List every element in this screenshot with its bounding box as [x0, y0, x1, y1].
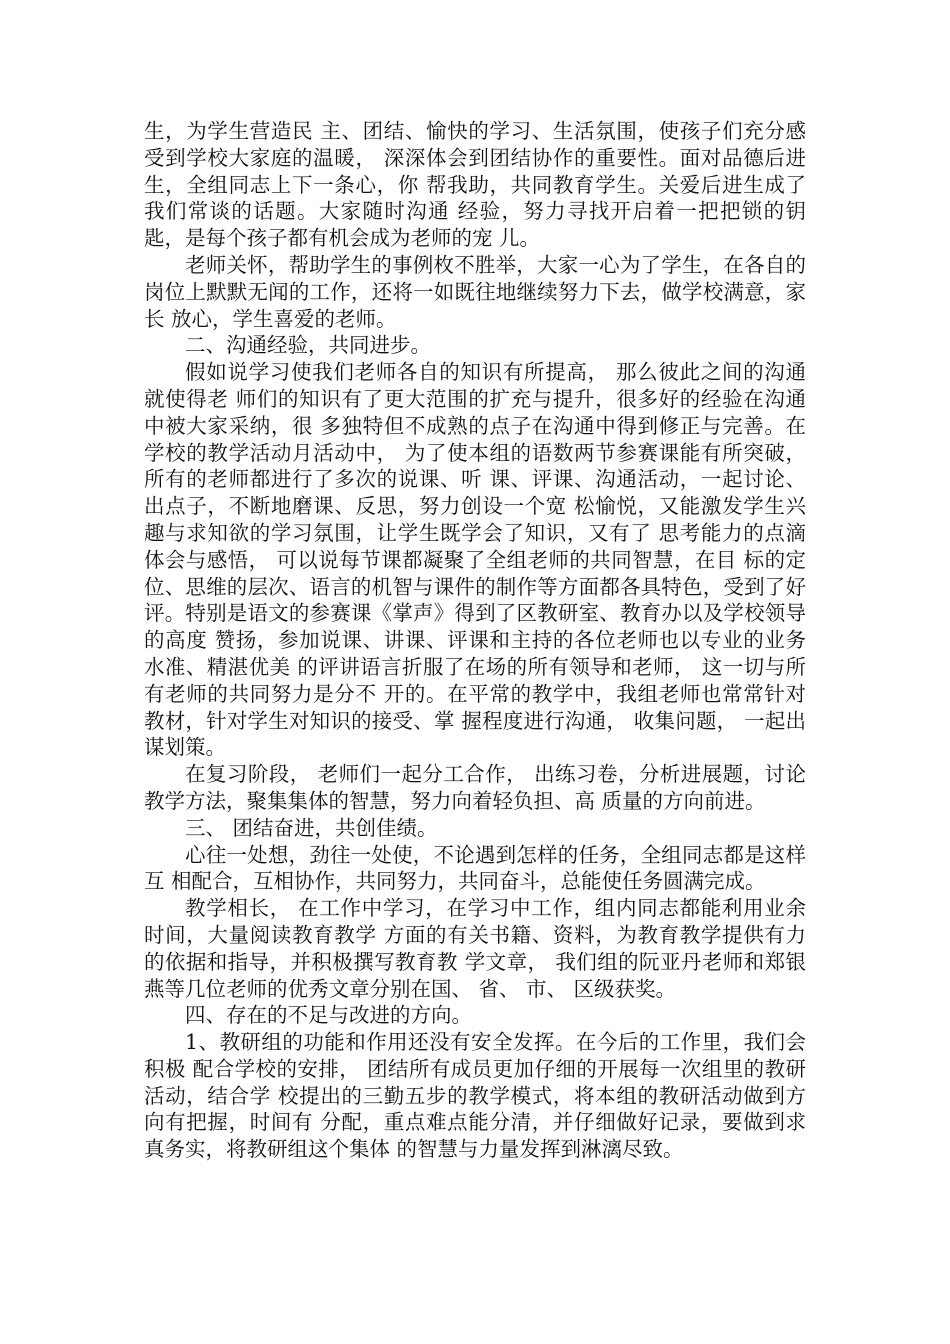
paragraph-6: 教学相长， 在工作中学习，在学习中工作，组内同志都能利用业余时间，大量阅读教育教学 方面的有关书籍、资料，为教育教学提供有力的依据和指导，并积极撰写教育教 学文章， 我们组的阮亚丹老师和郑银燕等几位老师的优秀文章分别在国、 省、 市、 区级获奖。 — [144, 896, 806, 1001]
section-heading-4: 四、存在的不足与改进的方向。 — [185, 1003, 472, 1028]
document-page — [144, 118, 806, 1163]
paragraph-4: 在复习阶段， 老师们一起分工合作， 出练习卷，分析进展题，讨论教学方法，聚集集体的智慧，努力向着轻负担、高 质量的方向前进。 — [144, 762, 806, 813]
paragraph-1: 生，为学生营造民 主、团结、愉快的学习、生活氛围，使孩子们充分感受到学校大家庭的温暖， 深深体会到团结协作的重要性。面对品德后进生，全组同志上下一条心，你 帮我助，共同教育学生。关爱后进生成了我们常谈的话题。大家随时沟通 经验，努力寻找开启着一把把锁的钥匙，是每个孩子都有机会成为老师的宠 儿。 — [144, 119, 806, 251]
paragraph-5: 心往一处想，劲往一处使，不论遇到怎样的任务，全组同志都是这样互 相配合，互相协作，共同努力，共同奋斗，总能使任务圆满完成。 — [144, 842, 806, 894]
paragraph-2: 老师关怀，帮助学生的事例枚不胜举，大家一心为了学生，在各自的 岗位上默默无闻的工作，还将一如既往地继续努力下去，做学校满意，家长 放心，学生喜爱的老师。 — [144, 252, 806, 331]
section-heading-2: 二、沟通经验，共同进步。 — [185, 333, 431, 358]
paragraph-3: 假如说学习使我们老师各自的知识有所提高， 那么彼此之间的沟通就使得老 师们的知识有了更大范围的扩充与提升，很多好的经验在沟通中被大家采纳，很 多独特但不成熟的点子在沟通中得到修正与完善。在学校的教学活动月活动中， 为了使本组的语数两节参赛课能有所突破，所有的老师都进行了多次的说课、听 课、评课、沟通活动，一起讨论、出点子，不断地磨课、反思，努力创设一个宽 松愉悦，又能激发学生兴趣与求知欲的学习氛围，让学生既学会了知识，又有了 思考能力的点滴体会与感悟， 可以说每节课都凝聚了全组老师的共同智慧，在目 标的定位、思维的层次、语言的机智与课件的制作等方面都各具特色，受到了好 评。特别是语文的参赛课《掌声》得到了区教研室、教育办以及学校领导的高度 赞扬，参加说课、讲课、评课和主持的各位老师也以专业的业务水准、精湛优美 的评讲语言折服了在场的所有领导和老师， 这一切与所有老师的共同努力是分不 开的。在平常的教学中，我组老师也常常针对教材，针对学生对知识的接受、掌 握程度进行沟通， 收集问题， 一起出谋划策。 — [144, 360, 806, 760]
paragraph-7: 1、教研组的功能和作用还没有安全发挥。在今后的工作里，我们会积极 配合学校的安排， 团结所有成员更加仔细的开展每一次组里的教研活动，结合学 校提出的三勤五步的教学模式，将本组的教研活动做到方向有把握，时间有 分配，重点难点能分清，并仔细做好记录，要做到求真务实，将教研组这个集体 的智慧与力量发挥到淋漓尽致。 — [144, 1030, 806, 1162]
section-heading-3: 三、 团结奋进，共创佳绩。 — [185, 815, 438, 840]
